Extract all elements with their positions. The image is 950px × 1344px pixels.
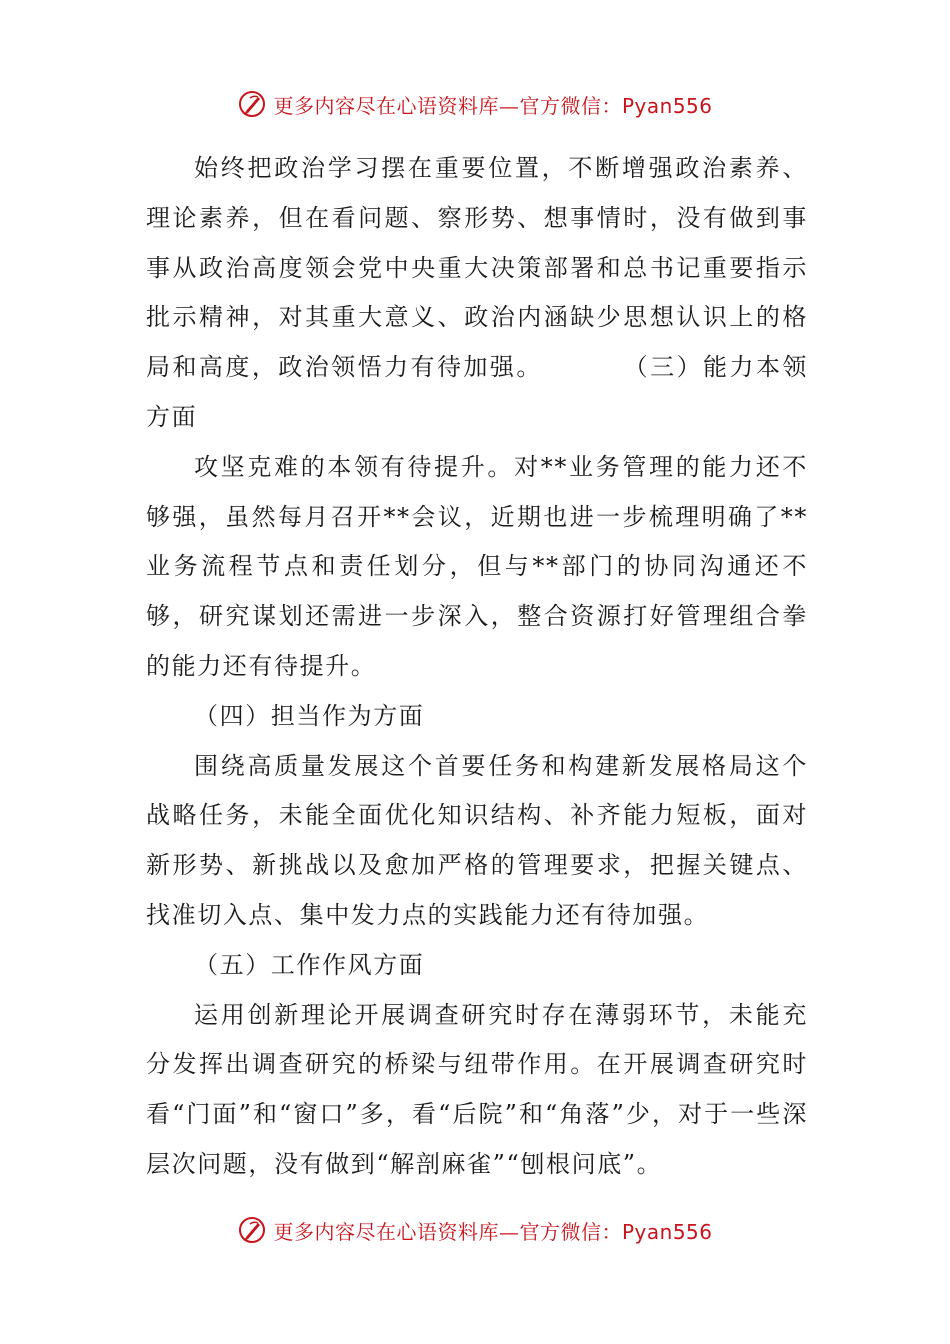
quill-pen-icon <box>237 89 267 119</box>
section-heading-capability: （三）能力本领方面 <box>146 353 809 431</box>
banner-dash: — <box>498 93 520 118</box>
footer-watermark-banner <box>0 1210 950 1250</box>
banner-text <box>273 90 712 119</box>
banner-dash: — <box>498 1219 520 1244</box>
header-watermark-banner <box>0 84 950 124</box>
quill-pen-icon <box>237 1215 267 1245</box>
banner-wechat-label: 官方微信： <box>519 93 622 118</box>
document-body <box>146 144 808 1190</box>
section-heading-responsibility: （四）担当作为方面 <box>194 701 425 730</box>
banner-text <box>273 1216 712 1245</box>
banner-title: 更多内容尽在心语资料库 <box>273 1219 499 1244</box>
paragraph-text: 始终把政治学习摆在重要位置，不断增强政治素养、理论素养，但在看问题、察形势、想事情时，没有做到事事从政治高度领会党中央重大决策部署和总书记重要指示批示精神，对其重大意义、政治内涵缺少思想认识上的格局和高度，政治领悟力有待加强。 <box>146 154 808 382</box>
paragraph-capability: 攻坚克难的本领有待提升。对**业务管理的能力还不够强，虽然每月召开**会议，近期也进一步梳理明确了**业务流程节点和责任划分，但与**部门的协同沟通还不够，研究谋划还需进一步深入，整合资源打好管理组合拳的能力还有待提升。 <box>146 452 808 680</box>
banner-title: 更多内容尽在心语资料库 <box>273 93 499 118</box>
paragraph-responsibility: 围绕高质量发展这个首要任务和构建新发展格局这个战略任务，未能全面优化知识结构、补齐能力短板，面对新形势、新挑战以及愈加严格的管理要求，把握关键点、找准切入点、集中发力点的实践能力还有待加强。 <box>146 751 808 929</box>
banner-wechat-id: Pyan556 <box>621 93 713 118</box>
banner-wechat-label: 官方微信： <box>519 1219 622 1244</box>
section-heading-work-style: （五）工作作风方面 <box>194 950 425 979</box>
banner-wechat-id: Pyan556 <box>621 1219 713 1244</box>
paragraph-political-awareness <box>146 144 808 443</box>
paragraph-work-style: 运用创新理论开展调查研究时存在薄弱环节，未能充分发挥出调查研究的桥梁与纽带作用。在开展调查研究时看“门面”和“窗口”多，看“后院”和“角落”少，对于一些深层次问题，没有做到“解剖麻雀”“刨根问底”。 <box>146 1000 808 1178</box>
